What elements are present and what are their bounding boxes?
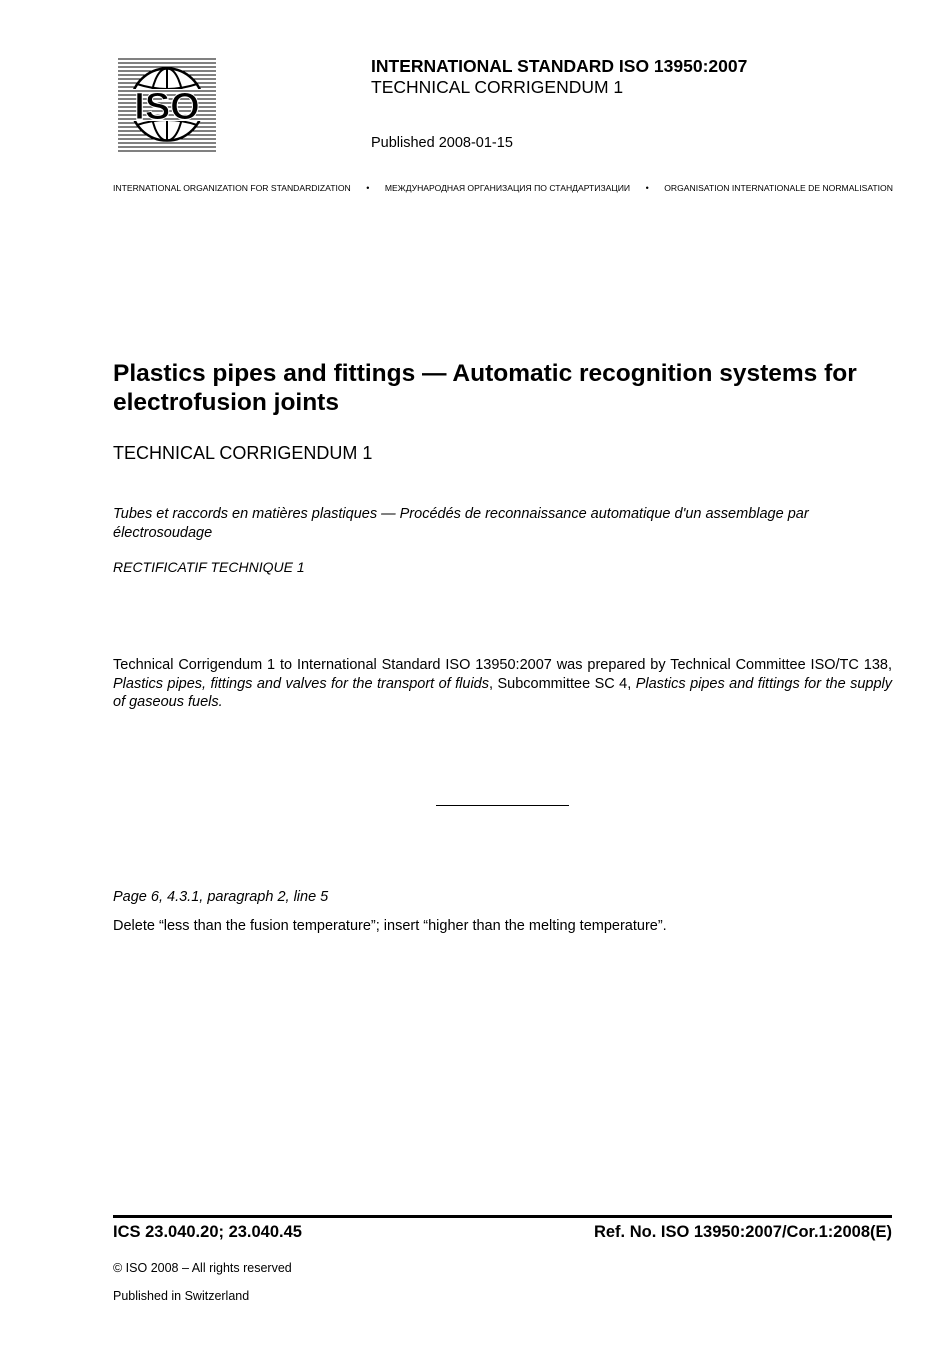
org-name-french: ORGANISATION INTERNATIONALE DE NORMALISATION (664, 183, 893, 193)
section-divider (436, 805, 569, 806)
committee-title: Plastics pipes, fittings and valves for the transport of fluids (113, 675, 489, 692)
subcommittee-title: Plastics pipes and fittings for the supply of gaseous fuels (113, 675, 892, 710)
org-name-russian: МЕЖДУНАРОДНАЯ ОРГАНИЗАЦИЯ ПО СТАНДАРТИЗАЦИИ (384, 183, 631, 193)
organization-names (113, 183, 893, 193)
corrigendum-label: TECHNICAL CORRIGENDUM 1 (371, 77, 624, 97)
standard-title: INTERNATIONAL STANDARD ISO 13950:2007 (371, 56, 748, 76)
iso-logo-text: ISO (134, 86, 200, 128)
copyright-notice: © ISO 2008 – All rights reserved (113, 1261, 292, 1275)
org-separator: • (645, 183, 649, 193)
iso-globe-icon (118, 57, 216, 152)
prep-text-1: Technical Corrigendum 1 to International Standard ISO 13950:2007 was prepared by Technical Committee ISO/TC 138, (113, 657, 892, 673)
org-separator: • (366, 183, 370, 193)
preparation-paragraph (113, 656, 892, 712)
ics-codes: ICS 23.040.20; 23.040.45 (113, 1223, 302, 1241)
french-title: Tubes et raccords en matières plastiques — Procédés de reconnaissance automatique d'un assemblage par électrosoudage (113, 506, 809, 541)
prep-end: . (218, 694, 223, 710)
footer-rule (113, 1215, 892, 1218)
published-in: Published in Switzerland (113, 1289, 250, 1303)
french-corrigendum-label: RECTIFICATIF TECHNIQUE 1 (113, 559, 305, 575)
correction-location: Page 6, 4.3.1, paragraph 2, line 5 (113, 889, 329, 905)
document-title: Plastics pipes and fittings — Automatic recognition systems for electrofusion joints (113, 360, 857, 416)
org-name-english: INTERNATIONAL ORGANIZATION FOR STANDARDIZATION (113, 183, 351, 193)
prep-text-2: , Subcommittee SC 4, (489, 675, 636, 692)
published-date: Published 2008-01-15 (371, 135, 513, 151)
correction-instruction: Delete “less than the fusion temperature”; insert “higher than the melting temperature”. (113, 918, 667, 934)
iso-logo (118, 57, 216, 152)
technical-corrigendum-heading: TECHNICAL CORRIGENDUM 1 (113, 443, 373, 463)
reference-number: Ref. No. ISO 13950:2007/Cor.1:2008(E) (593, 1223, 892, 1241)
